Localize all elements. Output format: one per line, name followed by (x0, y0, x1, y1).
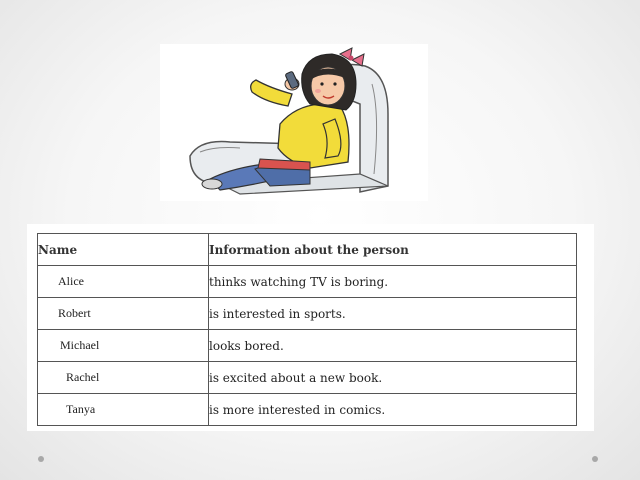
person-name-cell: Alice (38, 266, 209, 298)
person-info-table (37, 233, 577, 426)
person-name-cell: Tanya (38, 394, 209, 426)
table-row (38, 330, 577, 362)
person-info-cell: is more interested in comics. (209, 394, 577, 426)
person-info-cell: is excited about a new book. (209, 362, 577, 394)
person-info-cell: is interested in sports. (209, 298, 577, 330)
previous-slide-dot[interactable] (38, 456, 44, 462)
table-row (38, 362, 577, 394)
person-name-cell: Robert (38, 298, 209, 330)
girl-on-phone-illustration (160, 44, 428, 201)
table-row (38, 298, 577, 330)
person-info-cell: thinks watching TV is boring. (209, 266, 577, 298)
person-info-cell: looks bored. (209, 330, 577, 362)
table-row (38, 394, 577, 426)
table-row (38, 266, 577, 298)
person-name-cell: Rachel (38, 362, 209, 394)
name-column-header: Name (38, 234, 209, 266)
info-table-card (27, 224, 594, 431)
table-header-row (38, 234, 577, 266)
info-column-header: Information about the person (209, 234, 577, 266)
girl-on-phone-drawing (160, 44, 428, 201)
person-name-cell: Michael (38, 330, 209, 362)
next-slide-dot[interactable] (592, 456, 598, 462)
